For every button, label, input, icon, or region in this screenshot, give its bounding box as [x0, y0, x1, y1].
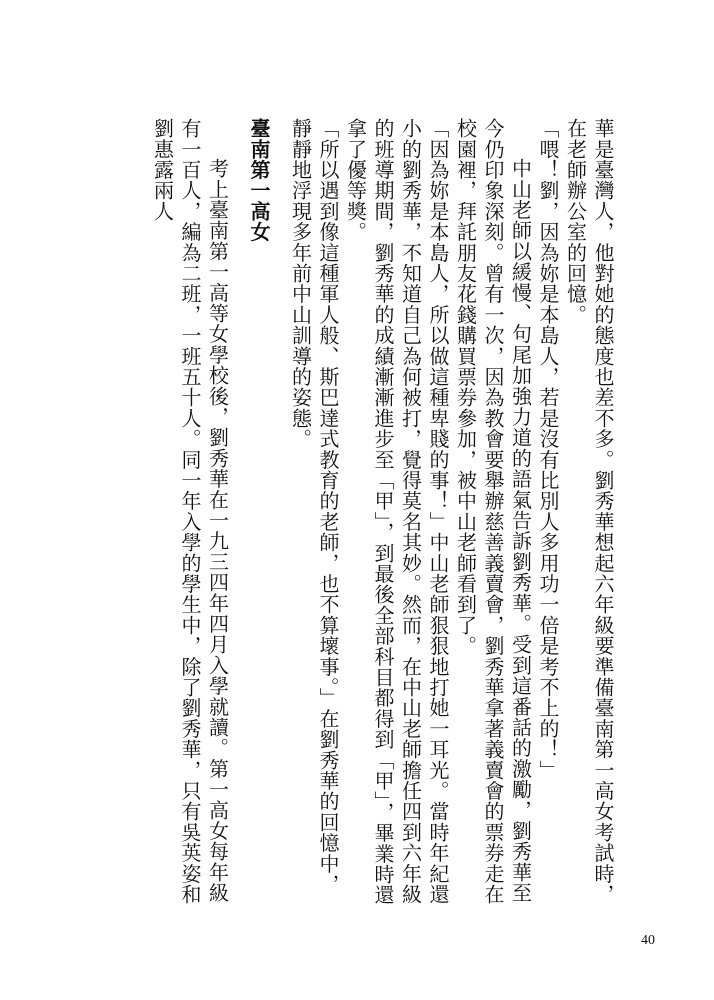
paragraph-6: 考上臺南第一高等女學校後，劉秀華在一九三四年四月入學就讀。第一高女每年級有一百人，編為二班，一班五十人。同一年入學的學生中，除了劉秀華，只有吳英姿和劉惠露兩人 [150, 118, 230, 905]
paragraph-5: 「所以遇到像這種軍人般、斯巴達式教育的老師，也不算壞事。」在劉秀華的回憶中，靜靜地浮現多年前中山訓導的姿態。 [288, 118, 340, 895]
paragraph-1: 華是臺灣人，他對她的態度也差不多。劉秀華想起六年級要準備臺南第一高女考試時，在老師辦公室的回憶。 [563, 118, 615, 905]
paragraph-3: 中山老師以緩慢、句尾加強力道的語氣告訴劉秀華。受到這番話的激勵，劉秀華至今仍印象深刻。曾有一次，因為教會要舉辦慈善義賣會，劉秀華拿著義賣會的票券走在校園裡，拜託朋友花錢購買票券參加，被中山老師看到了。 [453, 118, 533, 905]
paragraph-4: 「因為妳是本島人，所以做這種卑賤的事！」中山老師狠狠地打她一耳光。當時年紀還小的劉秀華，不知道自己為何被打，覺得莫名其妙。然而，在中山老師擔任四到六年級的班導期間，劉秀華的成績漸漸進步至「甲」，到最後全部科目都得到「甲」，畢業時還拿了優等獎。 [343, 118, 450, 906]
paragraph-2: 「喂！劉，因為妳是本島人，若是沒有比別人多用功一倍是考不上的！」 [536, 118, 560, 781]
vertical-text-body [76, 118, 616, 913]
section-heading: 臺南第一高女 [247, 118, 271, 243]
page-number: 40 [641, 933, 655, 948]
